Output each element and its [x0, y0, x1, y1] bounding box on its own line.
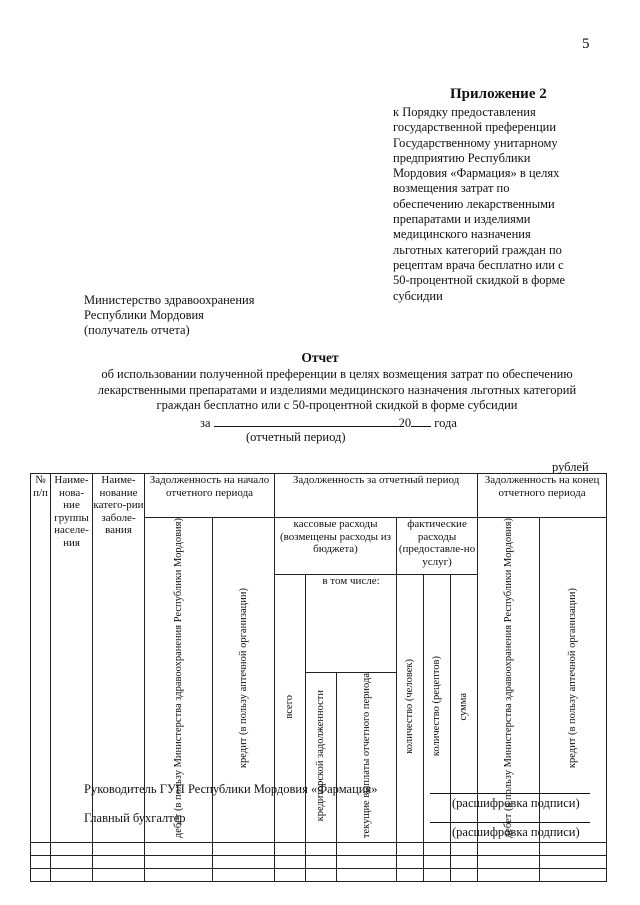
appendix-line: препаратами и изделиями [393, 212, 531, 227]
header-cash-expenses: кассовые расходы (возмещены расходы из бюджета) [275, 518, 397, 575]
period-line [200, 414, 457, 431]
head-signature-caption: (расшифровка подписи) [452, 796, 580, 810]
header-actual-expenses: фактические расходы (предоставле-но услуг) [397, 518, 478, 575]
recipient-line: Республики Мордовия [84, 308, 204, 322]
header-disease: Наиме-нование катего-рии заболе-вания [93, 474, 145, 843]
period-prefix: за [200, 416, 211, 430]
appendix-line: Мордовия «Фармация» в целях [393, 166, 560, 181]
period-caption: (отчетный период) [246, 430, 346, 444]
header-total: всего [275, 575, 306, 843]
header-debt-start: Задолженность на начало отчетного периода [145, 474, 275, 518]
appendix-description [393, 105, 588, 304]
recipient-caption: (получатель отчета) [84, 323, 190, 337]
table-row [31, 855, 607, 868]
appendix-line: медицинского назначения [393, 227, 531, 242]
header-debit-end: дебет (в пользу Министерства здравоохранения Республики Мордовия) [478, 518, 540, 843]
header-sum: сумма [451, 575, 478, 843]
currency-label: рублей [552, 460, 589, 474]
appendix-line: обеспечению лекарственными [393, 196, 555, 211]
table-row [31, 842, 607, 855]
accountant-signature-caption: (расшифровка подписи) [452, 825, 580, 839]
header-qty-recipes: количество (рецептов) [424, 575, 451, 843]
header-debt-period: Задолженность за отчетный период [275, 474, 478, 518]
header-group: Наиме-нова-ние группы населе-ния [51, 474, 93, 843]
appendix-line: возмещения затрат по [393, 181, 510, 196]
report-desc-line: об использовании полученной преференции в целях возмещения затрат по обеспечению [101, 367, 573, 381]
header-debit-start: дебет (в пользу Министерства здравоохранения Республики Мордовия) [145, 518, 213, 843]
head-signature-line[interactable] [430, 792, 590, 794]
header-current-payments: текущие выплаты отчетного периода [337, 673, 397, 843]
report-desc-line: граждан бесплатно или с 50-процентной скидкой в форме субсидии [156, 398, 518, 412]
appendix-line: 50-процентной скидкой в форме [393, 273, 566, 288]
page-number: 5 [582, 36, 590, 52]
appendix-line: Государственному унитарному [393, 135, 558, 150]
header-debt-end: Задолженность на конец отчетного периода [478, 474, 607, 518]
table-row [31, 868, 607, 881]
report-description [82, 367, 592, 414]
appendix-line: предприятию Республики [393, 150, 531, 165]
header-credit-end: кредит (в пользу аптечной организации) [540, 518, 607, 843]
recipient-line: Министерство здравоохранения [84, 293, 255, 307]
head-signature-label: Руководитель ГУП Республики Мордовия «Фармация» [84, 782, 378, 796]
header-qty-people: количество (человек) [397, 575, 424, 843]
year-blank[interactable] [411, 414, 431, 427]
accountant-signature-label: Главный бухгалтер [84, 811, 186, 825]
header-including: в том числе: [306, 575, 397, 673]
appendix-line: к Порядку предоставления [393, 105, 536, 119]
period-suffix: года [434, 416, 457, 430]
report-title: Отчет [301, 350, 339, 365]
appendix-line: субсидии [393, 288, 443, 303]
header-creditor-debt: кредиторской задолженности [306, 673, 337, 843]
accountant-signature-line[interactable] [430, 821, 590, 823]
header-num: № п/п [31, 474, 51, 843]
recipient-block [84, 293, 254, 338]
appendix-line: рецептам врача бесплатно или с [393, 257, 564, 272]
period-year-prefix: 20 [398, 416, 412, 430]
appendix-line: государственной преференции [393, 120, 557, 135]
appendix-line: льготных категорий граждан по [393, 242, 562, 257]
period-blank[interactable] [214, 414, 399, 427]
report-desc-line: лекарственными препаратами и изделиями медицинского назначения льготных категорий [97, 382, 577, 397]
appendix-title: Приложение 2 [450, 86, 547, 102]
header-credit-start: кредит (в пользу аптечной организации) [213, 518, 275, 843]
